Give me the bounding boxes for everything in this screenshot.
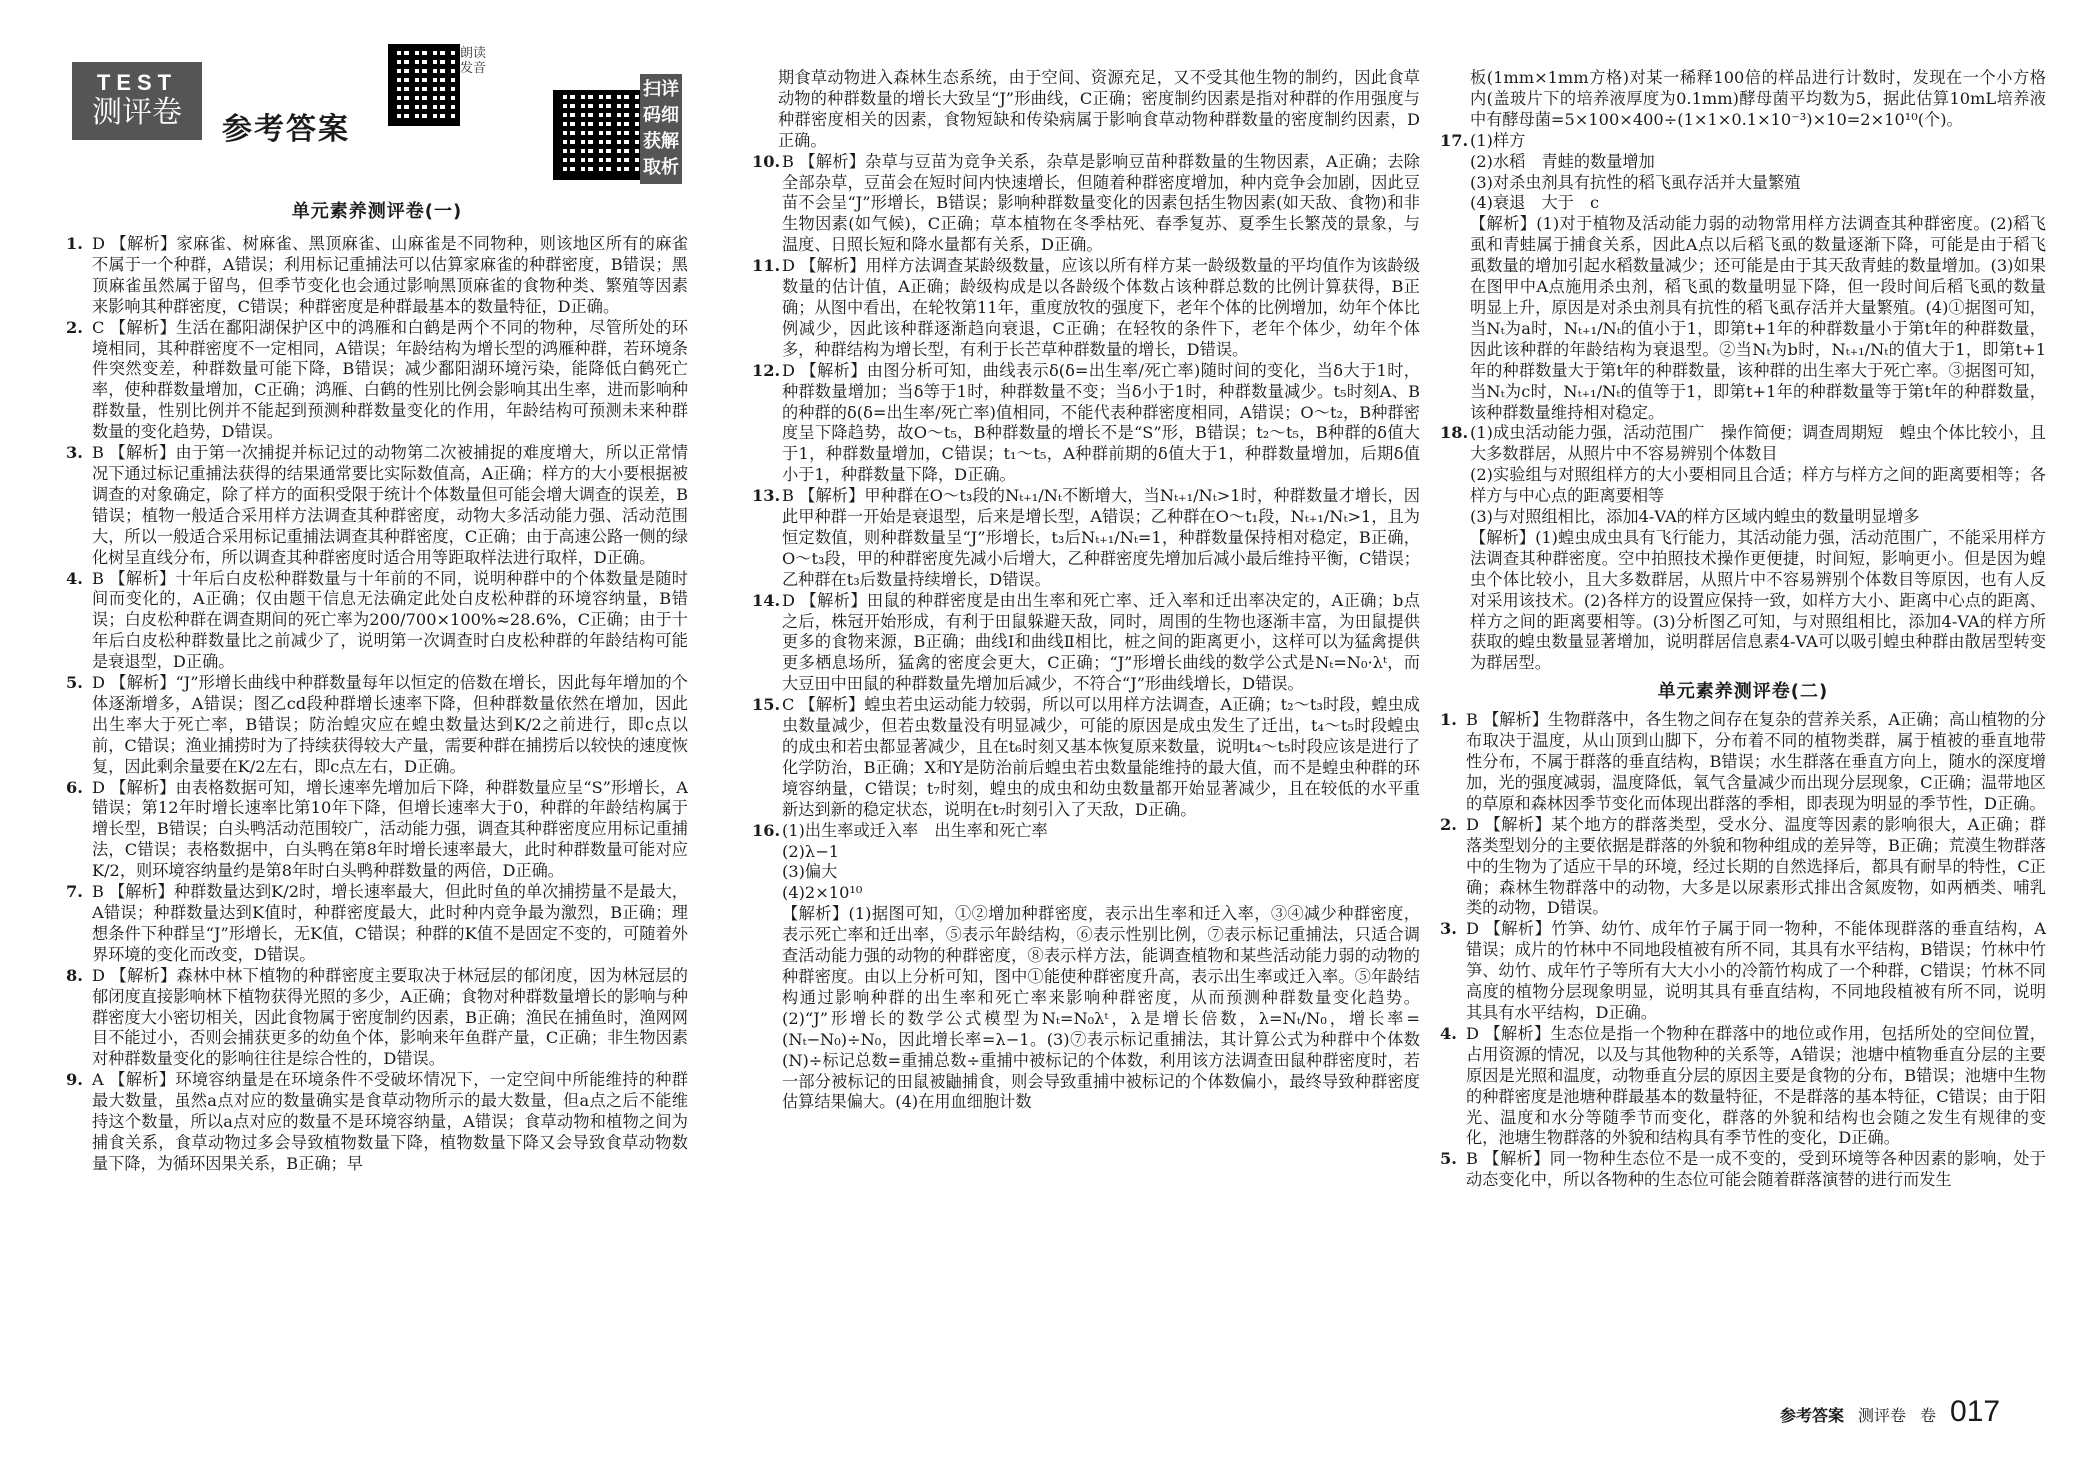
analysis-text: 【解析】(1)对于植物及活动能力弱的动物常用样方法调查其种群密度。(2)稻飞虱和青蛙属于捕食关系，因此A点以后稻飞虱的数量逐渐下降，可能是由于稻飞虱数量的增加引起水稻数量减少；还可能是由于其天敌青蛙的数量增加。(3)如果在图甲中A点施用杀虫剂，稻飞虱的数量明显下降，但一段时间后稻飞虱的数量明显上升，原因是对杀虫剂具有抗性的稻飞虱存活并大量繁殖。(4)①据图可知，当Nₜ为a时，Nₜ₊₁/Nₜ的值小于1，即第t+1年的种群数量小于第t年的种群数量，因此该种群的年龄结构为衰退型。②当Nₜ为b时，Nₜ₊₁/Nₜ的值大于1，即第t+1年的种群数量大于第t年的种群数量，该种群的出生率大于死亡率。③据图可知，当Nₜ为c时，Nₜ₊₁/Nₜ的值等于1，即第t+1年的种群数量等于第t年的种群数量，该种群数量维持相对稳定。 — [1470, 214, 2046, 422]
answer-item: 1. D 【解析】家麻雀、树麻雀、黑顶麻雀、山麻雀是不同物种，则该地区所有的麻雀不属于一个种群，A错误；利用标记重捕法可以估算家麻雀的种群密度，B错误；黑顶麻雀虽然属于留鸟，但季节变化也会通过影响黑顶麻雀的食物种类、繁殖等因素来影响其种群密度，C错误；种群密度是种群最基本的数量特征，D正确。 — [66, 234, 688, 316]
logo-bottom-text: 测评卷 — [92, 95, 182, 130]
column-left — [66, 200, 688, 1175]
page-number: 017 — [1950, 1395, 2001, 1428]
answer-continuation: 期食草动物进入森林生态系统，由于空间、资源充足，又不受其他生物的制约，因此食草动物的种群数量的增长大致呈“J”形曲线，C正确；密度制约因素是指对种群的作用强度与种群密度相关的因素，食物短缺和传染病属于影响食草动物种群数量的密度制约因素，D正确。 — [778, 68, 1420, 150]
answer-item-17: 17. (1)样方 (2)水稻 青蛙的数量增加 (3)对杀虫剂具有抗性的稻飞虱存活并大量繁殖 (4)衰退 大于 c 【解析】(1)对于植物及活动能力弱的动物常用样方法调查其种群密度。(2)稻飞虱和青蛙属于捕食关系，因此A点以后稻飞虱的数量逐渐下降，可能是由于稻飞虱数量的增加引起水稻数量减少；还可能是由于其天敌青蛙的数量增加。(3)如果在图甲中A点施用杀虫剂，稻飞虱的数量明显下降，但一段时间后稻飞虱的数量明显上升，原因是对杀虫剂具有抗性的稻飞虱存活并大量繁殖。(4)①据图可知，当Nₜ为a时，Nₜ₊₁/Nₜ的值小于1，即第t+1年的种群数量小于第t年的种群数量，因此该种群的年龄结构为衰退型。②当Nₜ为b时，Nₜ₊₁/Nₜ的值大于1，即第t+1年的种群数量大于第t年的种群数量，该种群的出生率大于死亡率。③据图可知，当Nₜ为c时，Nₜ₊₁/Nₜ的值等于1，即第t+1年的种群数量等于第t年的种群数量，该种群数量维持相对稳定。 — [1440, 130, 2046, 422]
scan-label-box: 扫 详 码 细 获 解 取 析 — [640, 74, 682, 184]
column-middle — [752, 68, 1420, 1113]
answer-continuation: 板(1mm×1mm方格)对某一稀释100倍的样品进行计数时，发现在一个小方格内(盖玻片下的培养液厚度为0.1mm)酵母菌平均数为5，据此估算10mL培养液中有酵母菌=5×100×400÷(1×1×0.1×10⁻³)×10=2×10¹⁰(个)。 — [1470, 68, 2046, 129]
answer-item: 3. D 【解析】竹笋、幼竹、成年竹子属于同一物种，不能体现群落的垂直结构，A错误；成片的竹林中不同地段植被有所不同，其具有水平结构，B错误；竹林中竹笋、幼竹、成年竹子等所有大大小小的冷箭竹构成了一个种群，C错误；竹林不同高度的植物分层现象明显，说明其具有垂直结构，不同地段植被有所不同，说明其具有水平结构，D正确。 — [1440, 919, 2046, 1022]
answer-item: 1. B 【解析】生物群落中，各生物之间存在复杂的营养关系，A正确；高山植物的分布取决于温度，从山顶到山脚下，分布着不同的植物类群，属于植被的垂直地带性分布，不属于群落的垂直结构，B错误；水生群落在垂直方向上，随水的深度增加，光的强度减弱，温度降低，氧气含量减少而出现分层现象，C正确；温带地区的草原和森林因季节变化而体现出群落的季相，即表现为明显的季节性，D正确。 — [1440, 710, 2046, 813]
answer-item: 2. D 【解析】某个地方的群落类型，受水分、温度等因素的影响很大，A正确；群落类型划分的主要依据是群落的外貌和物种组成的差异等，B正确；荒漠生物群落中的生物为了适应干旱的环境，经过长期的自然选择后，都具有耐旱的特性，C正确；森林生物群落中的动物，大多是以尿素形式排出含氮废物，如两栖类、哺乳类的动物，D错误。 — [1440, 814, 2046, 918]
answer-item: 5. B 【解析】同一物种生态位不是一成不变的，受到环境等各种因素的影响，处于动态变化中，所以各物种的生态位可能会随着群落演替的进行而发生 — [1440, 1149, 2046, 1190]
answer-item: 6. D 【解析】由表格数据可知，增长速率先增加后下降，种群数量应呈“S”形增长，A错误；第12年时增长速率比第10年下降，但增长速率大于0，种群的年龄结构属于增长型，B错误；白头鸭活动范围较广，活动能力强，调查其种群密度应用标记重捕法，C错误；表格数据中，白头鸭在第8年时增长速率最大，此时种群数量可能对应K/2，则环境容纳量约是第8年时白头鸭种群数量的两倍，D正确。 — [66, 777, 688, 881]
qr-code-icon[interactable] — [388, 44, 460, 126]
answer-item-16: 16. (1)出生率或迁入率 出生率和死亡率 (2)λ−1 (3)偏大 (4)2×10¹⁰ 【解析】(1)据图可知，①②增加种群密度，表示出生率和迁入率，③④减少种群密度，表示死亡率和迁出率，⑤表示年龄结构，⑥表示性别比例，⑦表示标记重捕法，只适合调查活动能力强的动物的种群密度，⑧表示样方法，能调查植物和某些活动能力弱的动物的种群密度。由以上分析可知，图中①能使种群密度升高，表示出生率或迁入率。⑤年龄结构通过影响种群的出生率和死亡率来影响种群密度，从而预测种群数量变化趋势。(2)“J”形增长的数学公式模型为Nₜ=N₀λᵗ，λ是增长倍数，λ=Nₜ/N₀，增长率=(Nₜ−N₀)÷N₀，因此增长率=λ−1。(3)⑦表示标记重捕法，其计算公式为种群中个体数(N)÷标记总数=重捕总数÷重捕中被标记的个体数，利用该方法调查田鼠种群密度时，若一部分被标记的田鼠被鼬捕食，则会导致重捕中被标记的个体数偏小，最终导致种群密度估算结果偏大。(4)在用血细胞计数 — [752, 820, 1420, 1112]
footer-label: 卷 — [1920, 1406, 1937, 1425]
qr-label: 朗读 发音 — [460, 46, 487, 76]
answer-item: 14. D 【解析】田鼠的种群密度是由出生率和死亡率、迁入率和迁出率决定的，A正确；b点之后，株冠开始形成，有利于田鼠躲避天敌，同时，周围的生物也逐渐丰富，为田鼠提供更多的食物来源，B正确；曲线Ⅰ和曲线Ⅱ相比，桩之间的距离更小，这样可以为猛禽提供更多栖息场所，猛禽的密度会更大，C正确；“J”形增长曲线的数学公式是Nₜ=N₀·λᵗ，而大豆田中田鼠的种群数量先增加后减少，不符合“J”形曲线增长，D错误。 — [752, 590, 1420, 694]
answer-item: 10. B 【解析】杂草与豆苗为竞争关系，杂草是影响豆苗种群数量的生物因素，A正确；去除全部杂草，豆苗会在短时间内快速增长，但随着种群密度增加，种内竞争会加剧，因此豆苗不会呈“J”形增长，B错误；影响种群数量变化的因素包括生物因素(如天敌、食物)和非生物因素(如气候)，C正确；草本植物在冬季枯死、春季复苏、夏季生长繁茂的景象，与温度、日照长短和降水量都有关系，D正确。 — [752, 151, 1420, 255]
answer-item: 9. A 【解析】环境容纳量是在环境条件不受破坏情况下，一定空间中所能维持的种群最大数量，虽然a点对应的数量确实是食草动物所示的最大数量，但a点之后不能维持这个数量，所以a点对应的数量不是环境容纳量，A错误；食草动物和植物之间为捕食关系，食草动物过多会导致植物数量下降，植物数量下降又会导致食草动物数量下降，为循环因果关系，B正确；早 — [66, 1070, 688, 1173]
column-right — [1440, 68, 2046, 1191]
answer-item: 15. C 【解析】蝗虫若虫运动能力较弱，所以可以用样方法调查，A正确；t₂～t₃时段，蝗虫成虫数量减少，但若虫数量没有明显减少，可能的原因是成虫发生了迁出，t₄～t₅时段蝗虫的成虫和若虫都显著减少，且在t₆时刻又基本恢复原来数量，说明t₄～t₅时段应该是进行了化学防治，B正确；X和Y是防治前后蝗虫若虫数量能维持的最大值，而不是蝗虫种群的环境容纳量，C错误；t₇时刻，蝗虫的成虫和幼虫数量都开始显著减少，且在较低的水平重新达到新的稳定状态，说明在t₇时刻引入了天敌，D正确。 — [752, 695, 1420, 819]
footer-label: 测评卷 — [1858, 1406, 1907, 1425]
answer-item: 12. D 【解析】由图分析可知，曲线表示δ(δ=出生率/死亡率)随时间的变化，当δ大于1时，种群数量增加；当δ等于1时，种群数量不变；当δ小于1时，种群数量减少。t₅时刻A、B的种群的δ(δ=出生率/死亡率)值相同，不能代表种群密度相同，A错误；O～t₂，B种群密度呈下降趋势，故O～t₅，B种群数量的增长不是“S”形，B错误；t₂～t₅，B种群的δ值大于1，种群数量增加，C错误；t₁～t₅，A种群前期的δ值大于1，种群数量增加，后期δ值小于1，种群数量下降，D正确。 — [752, 360, 1420, 485]
section-title: 单元素养测评卷(一) — [291, 201, 463, 222]
logo-top-text: TEST — [96, 70, 178, 95]
answer-item-18: 18. (1)成虫活动能力强，活动范围广 操作简便；调查周期短 蝗虫个体比较小，且大多数群居，从照片中不容易辨别个体数目 (2)实验组与对照组样方的大小要相同且合适；样方与样方之间的距离要相等；各样方与中心点的距离要相等 (3)与对照组相比，添加4-VA的样方区域内蝗虫的数量明显增多 【解析】(1)蝗虫成虫具有飞行能力，其活动能力强，活动范围广，不能采用样方法调查其种群密度。空中拍照技术操作更便捷，时间短，影响更小。但是因为蝗虫个体比较小，且大多数群居，从照片中不容易辨别个体数目等原因，也有人反对采用该技术。(2)各样方的设置应保持一致，如样方大小、距离中心点的距离、样方之间的距离要相等。(3)分析图乙可知，与对照组相比，添加4-VA的样方所获取的蝗虫数量显著增加，说明群居信息素4-VA可以吸引蝗虫种群由散居型转变为群居型。 — [1440, 423, 2046, 673]
footer-label: 参考答案 — [1780, 1406, 1845, 1425]
analysis-text: 【解析】(1)蝗虫成虫具有飞行能力，其活动能力强，活动范围广，不能采用样方法调查其种群密度。空中拍照技术操作更便捷，时间短，影响更小。但是因为蝗虫个体比较小，且大多数群居，从照片中不容易辨别个体数目等原因，也有人反对采用该技术。(2)各样方的设置应保持一致，如样方大小、距离中心点的距离、样方之间的距离要相等。(3)分析图乙可知，与对照组相比，添加4-VA的样方所获取的蝗虫数量显著增加，说明群居信息素4-VA可以吸引蝗虫种群由散居型转变为群居型。 — [1470, 527, 2046, 673]
qr-code-icon[interactable] — [553, 90, 643, 180]
answer-item: 5. D 【解析】“J”形增长曲线中种群数量每年以恒定的倍数在增长，因此每年增加的个体逐渐增多，A错误；图乙cd段种群增长速率下降，但种群数量依然在增加，因此出生率大于死亡率，B错误；防治蝗灾应在蝗虫数量达到K/2之前进行，即c点以前，C错误；渔业捕捞时为了持续获得较大产量，需要种群在捕捞后以较快的速度恢复，因此剩余量要在K/2左右，即c点左右，D正确。 — [66, 673, 688, 776]
answer-item: 3. B 【解析】由于第一次捕捉并标记过的动物第二次被捕捉的难度增大，所以正常情况下通过标记重捕法获得的结果通常要比实际数值高，A正确；样方的大小要根据被调查的对象确定，除了样方的面积受限于统计个体数量但可能会增大调查的误差，B错误；植物一般适合采用样方法调查其种群密度，动物大多活动能力强、活动范围大，所以一般适合采用标记重捕法调查其种群密度，C正确；由于高速公路一侧的绿化树呈直线分布，所以调查其种群密度时适合用等距取样法进行取样，D正确。 — [66, 443, 688, 567]
answer-item: 13. B 【解析】甲种群在O～t₃段的Nₜ₊₁/Nₜ不断增大，当Nₜ₊₁/Nₜ>1时，种群数量才增长，因此甲种群一开始是衰退型，后来是增长型，A错误；乙种群在O～t₁段，Nₜ₊₁/Nₜ>1，且为恒定数值，则种群数量呈“J”形增长，t₃后Nₜ₊₁/Nₜ=1，种群数量保持相对稳定，B正确，O～t₃段，甲的种群密度先减小后增大，乙种群密度先增加后减小最后维持平衡，C错误；乙种群在t₃后数量持续增长，D错误。 — [752, 486, 1420, 589]
answer-item: 2. C 【解析】生活在鄱阳湖保护区中的鸿雁和白鹤是两个不同的物种，尽管所处的环境相同，其种群密度不一定相同，A错误；年龄结构为增长型的鸿雁种群，若环境条件突然变差，种群数量可能下降，B错误；减少鄱阳湖环境污染，能降低白鹤死亡率，使种群数量增加，C正确；鸿雁、白鹤的性别比例会影响其出生率，进而影响种群数量，性别比例并不能起到预测种群数量变化的作用，年龄结构可预测未来种群数量的变化趋势，D错误。 — [66, 317, 688, 442]
answer-item: 4. D 【解析】生态位是指一个物种在群落中的地位或作用，包括所处的空间位置，占用资源的情况，以及与其他物种的关系等，A错误；池塘中植物垂直分层的主要原因是光照和温度，动物垂直分层的原因主要是食物的分布，B错误；池塘中生物的种群密度是池塘种群最基本的数量特征，不是群落的基本特征，C错误；由于阳光、温度和水分等随季节而变化，群落的外貌和结构也会随之发生有规律的变化，池塘生物群落的外貌和结构具有季节性的变化，D正确。 — [1440, 1023, 2046, 1148]
answer-item: 11. D 【解析】用样方法调查某龄级数量，应该以所有样方某一龄级数量的平均值作为该龄级数量的估计值，A正确；龄级构成是以各龄级个体数占该种群总数的比例计算获得，B正确；从图中看出，在轮牧第11年，重度放牧的强度下，老年个体的比例增加，幼年个体比例减少，因此该种群逐渐趋向衰退，C正确；在轻牧的条件下，老年个体少，幼年个体多，种群结构为增长型，有利于长芒草种群数量的增长，D错误。 — [752, 256, 1420, 359]
answer-item: 8. D 【解析】森林中林下植物的种群密度主要取决于林冠层的郁闭度，因为林冠层的郁闭度直接影响林下植物获得光照的多少，A正确；食物对种群数量增长的影响与种群密度大小密切相关，因此食物属于密度制约因素，B正确；渔民在捕鱼时，渔网网目不能过小，否则会捕获更多的幼鱼个体，影响来年鱼群产量，C正确；非生物因素对种群数量变化的影响往往是综合性的，D错误。 — [66, 965, 688, 1069]
page-footer — [1780, 1395, 2000, 1429]
section-title: 单元素养测评卷(二) — [1657, 681, 1829, 703]
analysis-text: 【解析】(1)据图可知，①②增加种群密度，表示出生率和迁入率，③④减少种群密度，表示死亡率和迁出率，⑤表示年龄结构，⑥表示性别比例，⑦表示标记重捕法，只适合调查活动能力强的动物的种群密度，⑧表示样方法，能调查植物和某些活动能力弱的动物的种群密度。由以上分析可知，图中①能使种群密度升高，表示出生率或迁入率。⑤年龄结构通过影响种群的出生率和死亡率来影响种群密度，从而预测种群数量变化趋势。(2)“J”形增长的数学公式模型为Nₜ=N₀λᵗ，λ是增长倍数，λ=Nₜ/N₀，增长率=(Nₜ−N₀)÷N₀，因此增长率=λ−1。(3)⑦表示标记重捕法，其计算公式为种群中个体数(N)÷标记总数=重捕总数÷重捕中被标记的个体数，利用该方法调查田鼠种群密度时，若一部分被标记的田鼠被鼬捕食，则会导致重捕中被标记的个体数偏小，最终导致种群密度估算结果偏大。(4)在用血细胞计数 — [782, 904, 1420, 1112]
answer-item: 4. B 【解析】十年后白皮松种群数量与十年前的不同，说明种群中的个体数量是随时间而变化的，A正确；仅由题干信息无法确定此处白皮松种群的环境容纳量，B错误；白皮松种群在调查期间的死亡率为200/700×100%≈28.6%，C正确；由于十年后白皮松种群数量比之前减少了，说明第一次调查时白皮松种群的年龄结构可能是衰退型，D正确。 — [66, 568, 688, 672]
answer-item: 7. B 【解析】种群数量达到K/2时，增长速率最大，但此时鱼的单次捕捞量不是最大，A错误；种群数量达到K值时，种群密度最大，此时种内竞争最为激烈，B正确；理想条件下种群呈“J”形增长，无K值，C错误；种群的K值不是固定不变的，可随着外界环境的变化而改变，D错误。 — [66, 882, 688, 964]
page-title: 参考答案 — [222, 112, 350, 147]
test-logo — [72, 62, 202, 140]
